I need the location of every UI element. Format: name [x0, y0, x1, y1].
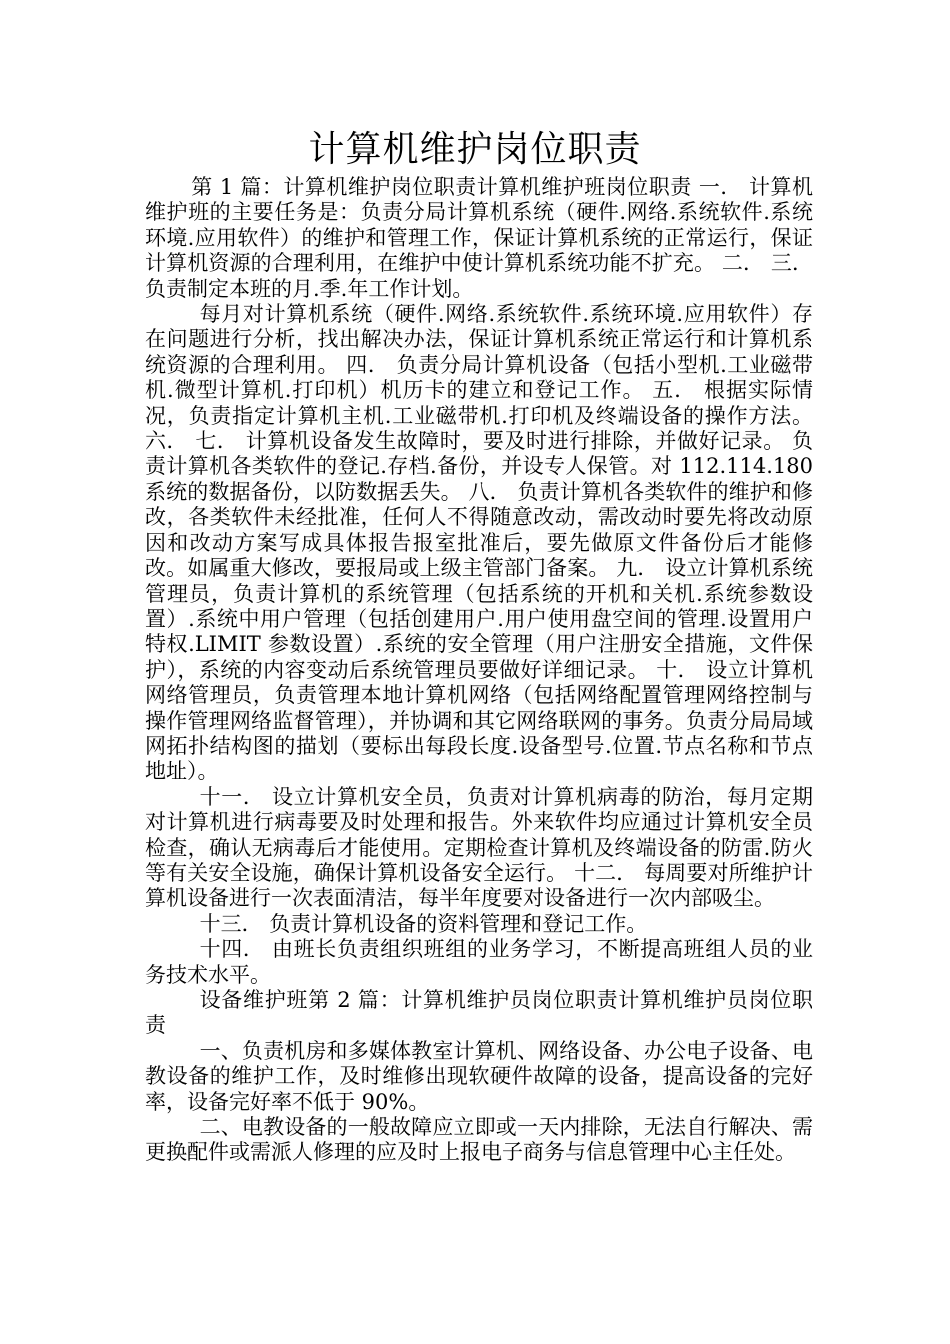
paragraph-2: 每月对计算机系统（硬件.网络.系统软件.系统环境.应用软件）存在问题进行分析，找出解决办法，保证计算机系统正常运行和计算机系统资源的合理利用。 四． 负责分局计算机设备（包括小型机.工业磁带机.微型计算机.打印机）机历卡的建立和登记工作。 五． 根据实际情况，负责指定计算机主机.工业磁带机.打印机及终端设备的操作方法。 六． 七． 计算机设备发生故障时，要及时进行排除，并做好记录。 负责计算机各类软件的登记.存档.备份，并设专人保管。对 112.114.180 系统的数据备份，以防数据丢失。 八． 负责计算机各类软件的维护和修改，各类软件未经批准，任何人不得随意改动，需改动时要先将改动原因和改动方案写成具体报告报室批准后，要先做原文件备份后才能修改。如属重大修改，要报局或上级主管部门备案。 九． 设立计算机系统管理员，负责计算机的系统管理（包括系统的开机和关机.系统参数设置）.系统中用户管理（包括创建用户.用户使用盘空间的管理.设置用户特权.LIMIT 参数设置）.系统的安全管理（用户注册安全措施，文件保护），系统的内容变动后系统管理员要做好详细记录。 十． 设立计算机网络管理员，负责管理本地计算机网络（包括网络配置管理网络控制与操作管理网络监督管理），并协调和其它网络联网的事务。负责分局局域网拓扑结构图的描划（要标出每段长度.设备型号.位置.节点名称和节点地址）。: [145, 302, 813, 784]
paragraph-3: 十一． 设立计算机安全员，负责对计算机病毒的防治，每月定期对计算机进行病毒要及时处理和报告。外来软件均应通过计算机安全员检查，确认无病毒后才能使用。定期检查计算机及终端设备的防雷.防火等有关安全设施，确保计算机设备安全运行。 十二． 每周要对所维护计算机设备进行一次表面清洁，每半年度要对设备进行一次内部吸尘。: [145, 784, 813, 911]
paragraph-1: 第 1 篇：计算机维护岗位职责计算机维护班岗位职责 一． 计算机维护班的主要任务是：负责分局计算机系统（硬件.网络.系统软件.系统环境.应用软件）的维护和管理工作，保证计算机系统的正常运行，保证计算机资源的合理利用，在维护中使计算机系统功能不扩充。 二． 三． 负责制定本班的月.季.年工作计划。: [145, 175, 813, 301]
paragraph-6: 设备维护班第 2 篇：计算机维护员岗位职责计算机维护员岗位职责: [145, 988, 813, 1038]
document-body: [145, 175, 813, 1166]
paragraph-5: 十四． 由班长负责组织班组的业务学习，不断提高班组人员的业务技术水平。: [145, 937, 813, 987]
document-title: 计算机维护岗位职责: [308, 129, 642, 170]
paragraph-4: 十三． 负责计算机设备的资料管理和登记工作。: [199, 911, 648, 936]
paragraph-8: 二、电教设备的一般故障应立即或一天内排除，无法自行解决、需更换配件或需派人修理的应及时上报电子商务与信息管理中心主任处。: [145, 1115, 813, 1165]
paragraph-7: 一、负责机房和多媒体教室计算机、网络设备、办公电子设备、电教设备的维护工作，及时维修出现软硬件故障的设备，提高设备的完好率，设备完好率不低于 90%。: [145, 1038, 813, 1114]
